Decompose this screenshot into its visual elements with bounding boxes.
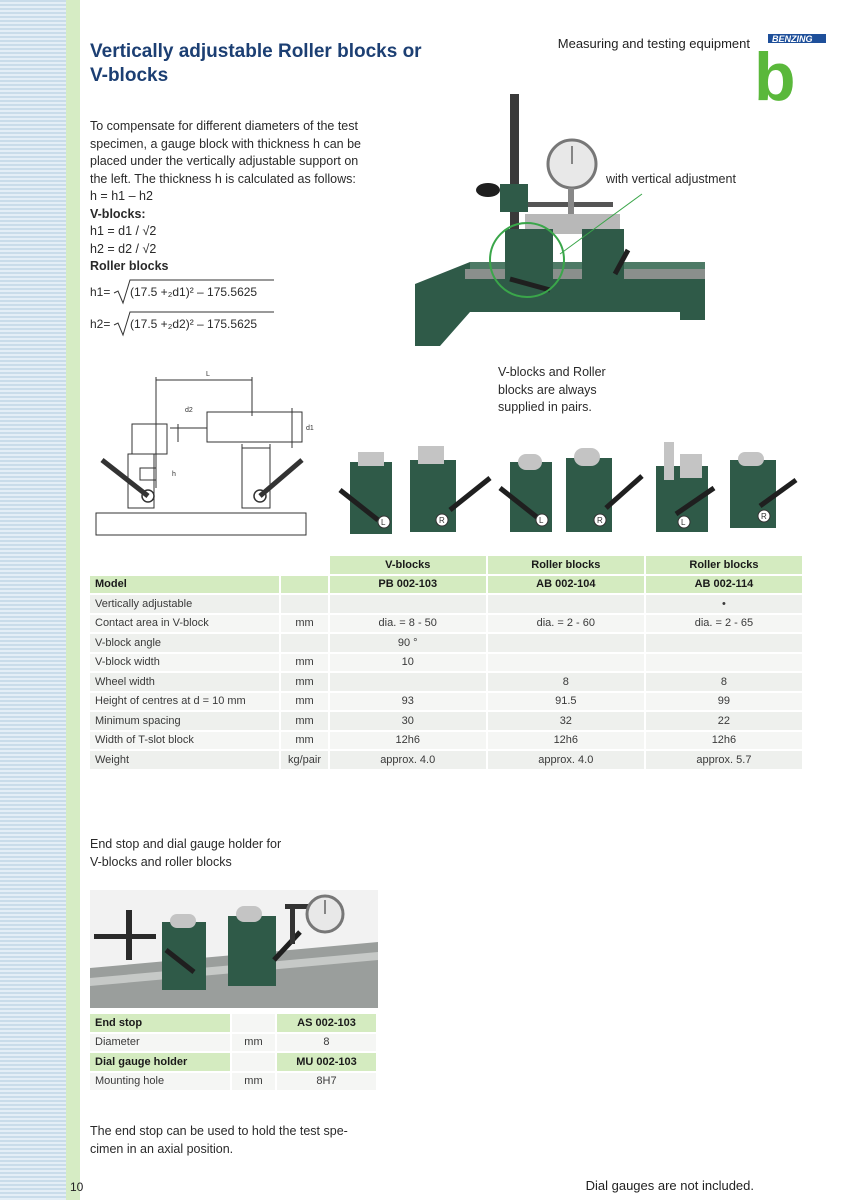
row-unit: mm	[281, 673, 327, 691]
formula-expression: (17.5 +₂d2)² – 175.5625	[130, 317, 258, 331]
pairs-caption-line: V-blocks and Roller	[498, 365, 606, 379]
row-value	[488, 595, 644, 613]
table-row	[90, 751, 802, 769]
row-value: approx. 5.7	[646, 751, 802, 769]
model-row	[90, 576, 802, 594]
row-label: Vertically adjustable	[90, 595, 279, 613]
end-stop-label: End stop	[90, 1014, 230, 1032]
footnote-line: cimen in an axial position.	[90, 1142, 234, 1156]
row-value: 10	[330, 654, 486, 672]
row-label: V-block width	[90, 654, 279, 672]
holder-header-row	[90, 1053, 376, 1071]
end-stop-header-row	[90, 1014, 376, 1032]
accessories-title-line: V-blocks and roller blocks	[90, 854, 232, 869]
unit-cell	[232, 1014, 275, 1032]
table-row	[90, 732, 802, 750]
row-label: Contact area in V-block	[90, 615, 279, 633]
row-value	[330, 595, 486, 613]
row-value	[488, 654, 644, 672]
page-title	[90, 40, 450, 88]
row-unit: kg/pair	[281, 751, 327, 769]
table-row	[90, 1034, 376, 1052]
table-row	[90, 673, 802, 691]
intro-line: the left. The thickness h is calculated as follows:	[90, 171, 356, 186]
block-letter: R	[439, 516, 445, 525]
row-value: 99	[646, 693, 802, 711]
row-value: 90 °	[330, 634, 486, 652]
formula-lhs: h2=	[90, 317, 111, 331]
row-value: 8	[646, 673, 802, 691]
drawing-d2-label: d2	[185, 407, 193, 414]
row-value: approx. 4.0	[488, 751, 644, 769]
title-line-1: Vertically adjustable Roller blocks or	[90, 41, 422, 62]
row-value: 8H7	[277, 1073, 376, 1091]
unit-cell	[281, 576, 327, 594]
table-row	[90, 693, 802, 711]
table-row	[90, 595, 802, 613]
formula-lhs: h1=	[90, 285, 111, 299]
row-value: dia. = 8 - 50	[330, 615, 486, 633]
roller-label: Roller blocks	[90, 259, 169, 273]
table-row	[90, 615, 802, 633]
row-value: 12h6	[646, 732, 802, 750]
left-margin-strip	[0, 0, 66, 1200]
group-header: Roller blocks	[488, 556, 644, 574]
row-value: 12h6	[330, 732, 486, 750]
intro-line: specimen, a gauge block with thickness h can be	[90, 136, 361, 151]
spec-table	[88, 554, 804, 771]
intro-line: To compensate for different diameters of the test	[90, 119, 358, 133]
row-value: 8	[488, 673, 644, 691]
group-header: Roller blocks	[646, 556, 802, 574]
end-stop-model: AS 002-103	[277, 1014, 376, 1032]
logo-brand-text: BENZING	[772, 34, 813, 44]
block-letter: L	[681, 518, 686, 527]
technical-drawing	[92, 368, 312, 540]
row-unit: mm	[232, 1073, 275, 1091]
holder-label: Dial gauge holder	[90, 1053, 230, 1071]
drawing-length-label: L	[206, 371, 210, 378]
model-number: AB 002-104	[488, 576, 644, 594]
row-label: Minimum spacing	[90, 712, 279, 730]
row-value: 8	[277, 1034, 376, 1052]
accessories-title	[90, 836, 370, 871]
row-unit: mm	[232, 1034, 275, 1052]
table-row	[90, 712, 802, 730]
row-label: Mounting hole	[90, 1073, 230, 1091]
model-number: PB 002-103	[330, 576, 486, 594]
pairs-caption-line: supplied in pairs.	[498, 400, 592, 414]
formula-h1	[90, 279, 270, 305]
vblocks-formula: h1 = d1 / √2	[90, 224, 157, 238]
row-value	[646, 634, 802, 652]
row-unit	[281, 634, 327, 652]
group-header: V-blocks	[330, 556, 486, 574]
end-stop-photo	[90, 890, 378, 1008]
blank-cell	[90, 556, 279, 574]
block-letter: L	[539, 516, 544, 525]
vblocks-label: V-blocks:	[90, 206, 146, 221]
formula-h2	[90, 311, 270, 337]
drawing-d1-label: d1	[306, 425, 314, 432]
pairs-caption-line: blocks are always	[498, 382, 597, 397]
row-unit: mm	[281, 693, 327, 711]
row-value: dia. = 2 - 60	[488, 615, 644, 633]
row-value: •	[646, 595, 802, 613]
row-label: Width of T-slot block	[90, 732, 279, 750]
row-value	[488, 634, 644, 652]
pairs-caption	[498, 364, 648, 417]
section-label: Measuring and testing equipment	[557, 36, 750, 51]
row-value: 93	[330, 693, 486, 711]
row-unit	[281, 595, 327, 613]
blank-cell	[281, 556, 327, 574]
row-value: 30	[330, 712, 486, 730]
holder-model: MU 002-103	[277, 1053, 376, 1071]
row-value: 91.5	[488, 693, 644, 711]
row-label: Weight	[90, 751, 279, 769]
footnote-line: The end stop can be used to hold the test spe-	[90, 1124, 348, 1138]
benzing-logo	[752, 30, 828, 115]
row-unit: mm	[281, 615, 327, 633]
page-number: 10	[70, 1180, 84, 1194]
formula-expression: (17.5 +₂d1)² – 175.5625	[130, 285, 258, 299]
row-label: Diameter	[90, 1034, 230, 1052]
unit-cell	[232, 1053, 275, 1071]
row-value	[330, 673, 486, 691]
title-line-2: V-blocks	[90, 65, 169, 86]
end-stop-footnote	[90, 1122, 380, 1158]
table-row	[90, 634, 802, 652]
intro-line: h = h1 – h2	[90, 189, 153, 203]
row-value: 12h6	[488, 732, 644, 750]
row-value: 32	[488, 712, 644, 730]
intro-text	[90, 118, 395, 276]
block-letter: R	[761, 512, 767, 521]
row-value	[646, 654, 802, 672]
model-label: Model	[90, 576, 279, 594]
row-unit: mm	[281, 712, 327, 730]
table-row	[90, 654, 802, 672]
vertical-adjustment-caption: with vertical adjustment	[606, 172, 736, 186]
block-pairs-photo	[330, 440, 800, 540]
block-letter: L	[381, 518, 386, 527]
row-value: approx. 4.0	[330, 751, 486, 769]
row-value: 22	[646, 712, 802, 730]
dial-gauge-note: Dial gauges are not included.	[585, 1178, 754, 1193]
accessories-title-line: End stop and dial gauge holder for	[90, 837, 282, 851]
green-margin-strip	[66, 0, 80, 1200]
logo-letter: b	[754, 39, 796, 115]
accessories-table	[88, 1012, 378, 1092]
drawing-h-label: h	[172, 471, 176, 478]
spec-group-row	[90, 556, 802, 574]
intro-line: placed under the vertically adjustable support on	[90, 154, 359, 168]
block-letter: R	[597, 516, 603, 525]
model-number: AB 002-114	[646, 576, 802, 594]
vblocks-formula: h2 = d2 / √2	[90, 241, 157, 256]
row-value: dia. = 2 - 65	[646, 615, 802, 633]
row-label: Wheel width	[90, 673, 279, 691]
row-unit: mm	[281, 732, 327, 750]
row-label: Height of centres at d = 10 mm	[90, 693, 279, 711]
setup-photo	[410, 84, 710, 356]
row-label: V-block angle	[90, 634, 279, 652]
table-row	[90, 1073, 376, 1091]
row-unit: mm	[281, 654, 327, 672]
